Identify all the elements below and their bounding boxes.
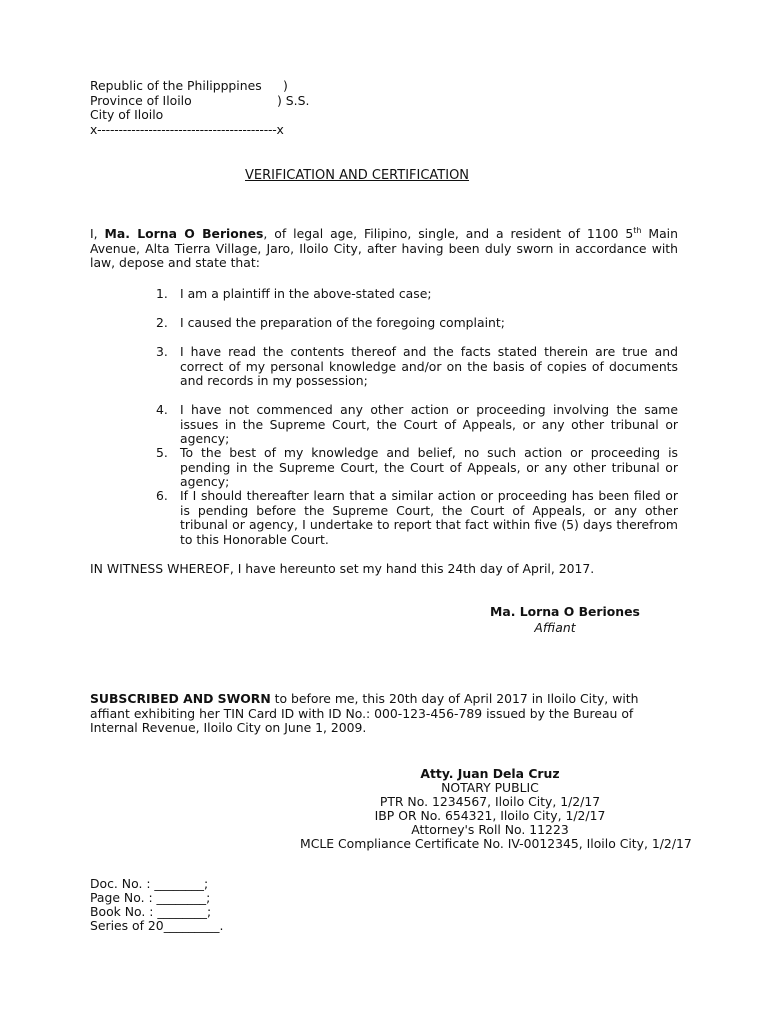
notary-ptr: PTR No. 1234567, Iloilo City, 1/2/17 — [379, 794, 601, 809]
item-number: 4. — [156, 402, 168, 417]
intro-paragraph — [90, 227, 678, 271]
list-item — [156, 489, 678, 547]
affiant-signature-name: Ma. Lorna O Beriones — [490, 604, 640, 619]
item-number: 3. — [156, 344, 168, 359]
list-item — [156, 287, 678, 302]
jurat-text: to before me, this 20th day of April 2017 in Iloilo City, with affiant exhibiting her TIN Card ID with ID No.: 000-123-456-789 issued by the Bureau of Internal Revenue, Iloilo City on June 1, 2009. — [90, 691, 639, 735]
item-number: 2. — [156, 315, 168, 330]
caption-republic: Republic of the Philipppines — [90, 78, 262, 93]
caption-separator: x------------------------------------------x — [90, 122, 284, 137]
list-item — [156, 446, 678, 490]
item-number: 1. — [156, 286, 168, 301]
jurat-paragraph — [90, 692, 650, 736]
docket-doc-no: Doc. No. : ________; — [90, 876, 209, 891]
list-item — [156, 316, 678, 331]
witness-clause: IN WITNESS WHEREOF, I have hereunto set my hand this 24th day of April, 2017. — [90, 561, 595, 576]
intro-text-2: Main Avenue, Alta Tierra Village, Jaro, Iloilo City, after having been duly sworn in accordance with law, depose and state that: — [90, 226, 678, 270]
caption-paren-1: ) — [283, 78, 288, 93]
affiant-label: Affiant — [534, 620, 576, 635]
item-text: To the best of my knowledge and belief, no such action or proceeding is pending in the Supreme Court, the Court of Appeals, or any other tribunal or agency; — [180, 445, 678, 489]
item-text: If I should thereafter learn that a similar action or proceeding has been filed or is pending before the Supreme Court, the Court of Appeals, or any other tribunal or agency, I undertake to report that fact within five (5) days therefrom to this Honorable Court. — [180, 488, 678, 547]
caption-province: Province of Iloilo — [90, 93, 192, 108]
notary-ibp: IBP OR No. 654321, Iloilo City, 1/2/17 — [374, 808, 606, 823]
list-item — [156, 403, 678, 447]
item-text: I caused the preparation of the foregoing complaint; — [180, 315, 505, 330]
docket-page-no: Page No. : ________; — [90, 890, 211, 905]
item-text: I have read the contents thereof and the facts stated therein are true and correct of my personal knowledge and/or on the basis of copies of documents and records in my possession; — [180, 344, 678, 388]
notary-mcle: MCLE Compliance Certificate No. IV-0012345, Iloilo City, 1/2/17 — [300, 836, 692, 851]
caption-city: City of Iloilo — [90, 107, 164, 122]
intro-sup: th — [633, 226, 642, 235]
notary-roll: Attorney's Roll No. 11223 — [411, 822, 569, 837]
document-title: VERIFICATION AND CERTIFICATION — [245, 168, 470, 183]
item-number: 5. — [156, 445, 168, 460]
notary-title: NOTARY PUBLIC — [441, 780, 539, 795]
list-item — [156, 345, 678, 389]
caption-ss: ) S.S. — [277, 93, 310, 108]
item-text: I am a plaintiff in the above-stated case; — [180, 286, 432, 301]
notary-name: Atty. Juan Dela Cruz — [420, 766, 560, 781]
jurat-lead: SUBSCRIBED AND SWORN — [90, 691, 271, 706]
intro-text-1: , of legal age, Filipino, single, and a resident of 1100 5 — [263, 226, 634, 241]
docket-series: Series of 20_________. — [90, 918, 224, 933]
intro-lead: I, — [90, 226, 105, 241]
affiant-name-intro: Ma. Lorna O Beriones — [104, 226, 264, 241]
item-text: I have not commenced any other action or proceeding involving the same issues in the Supreme Court, the Court of Appeals, or any other tribunal or agency; — [180, 402, 678, 446]
docket-book-no: Book No. : ________; — [90, 904, 212, 919]
item-number: 6. — [156, 488, 168, 503]
